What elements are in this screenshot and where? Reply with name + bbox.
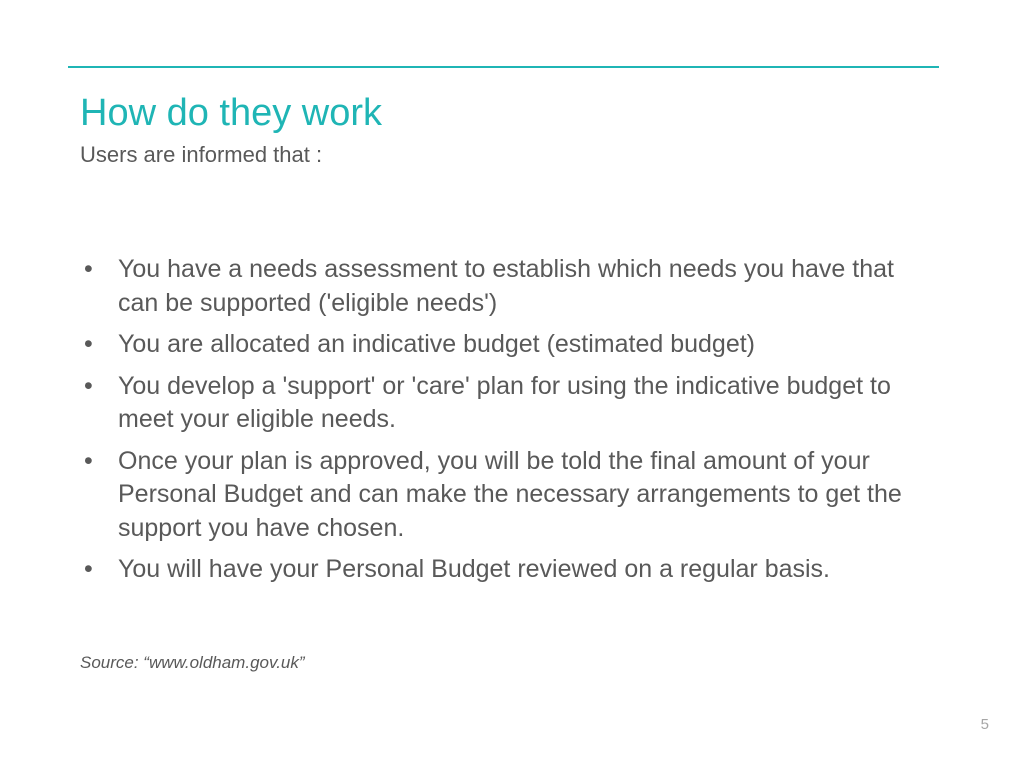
bullet-icon: • <box>84 330 93 358</box>
slide-title: How do they work <box>80 92 383 134</box>
bullet-icon: • <box>84 255 93 283</box>
bullet-item <box>80 328 920 362</box>
page-number: 5 <box>980 716 989 733</box>
bullet-item <box>80 370 920 437</box>
bullet-text: You have a needs assessment to establish which needs you have that can be supported ('eligible needs') <box>118 255 894 317</box>
slide-subtitle: Users are informed that : <box>80 142 323 167</box>
top-divider <box>68 66 939 68</box>
source-citation: Source: “www.oldham.gov.uk” <box>80 653 305 672</box>
bullet-text: Once your plan is approved, you will be told the final amount of your Personal Budget and can make the necessary arrangements to get the support you have chosen. <box>118 446 902 542</box>
bullet-icon: • <box>84 371 93 400</box>
bullet-text: You are allocated an indicative budget (estimated budget) <box>118 330 756 358</box>
bullet-text: You develop a 'support' or 'care' plan for using the indicative budget to meet your eligible needs. <box>118 371 891 433</box>
bullet-text: You will have your Personal Budget reviewed on a regular basis. <box>118 555 830 583</box>
bullet-item <box>80 253 920 320</box>
bullet-item <box>80 553 920 587</box>
bullet-icon: • <box>84 555 93 583</box>
bullet-item <box>80 445 920 546</box>
bullet-list <box>80 253 920 587</box>
bullet-icon: • <box>84 446 93 475</box>
